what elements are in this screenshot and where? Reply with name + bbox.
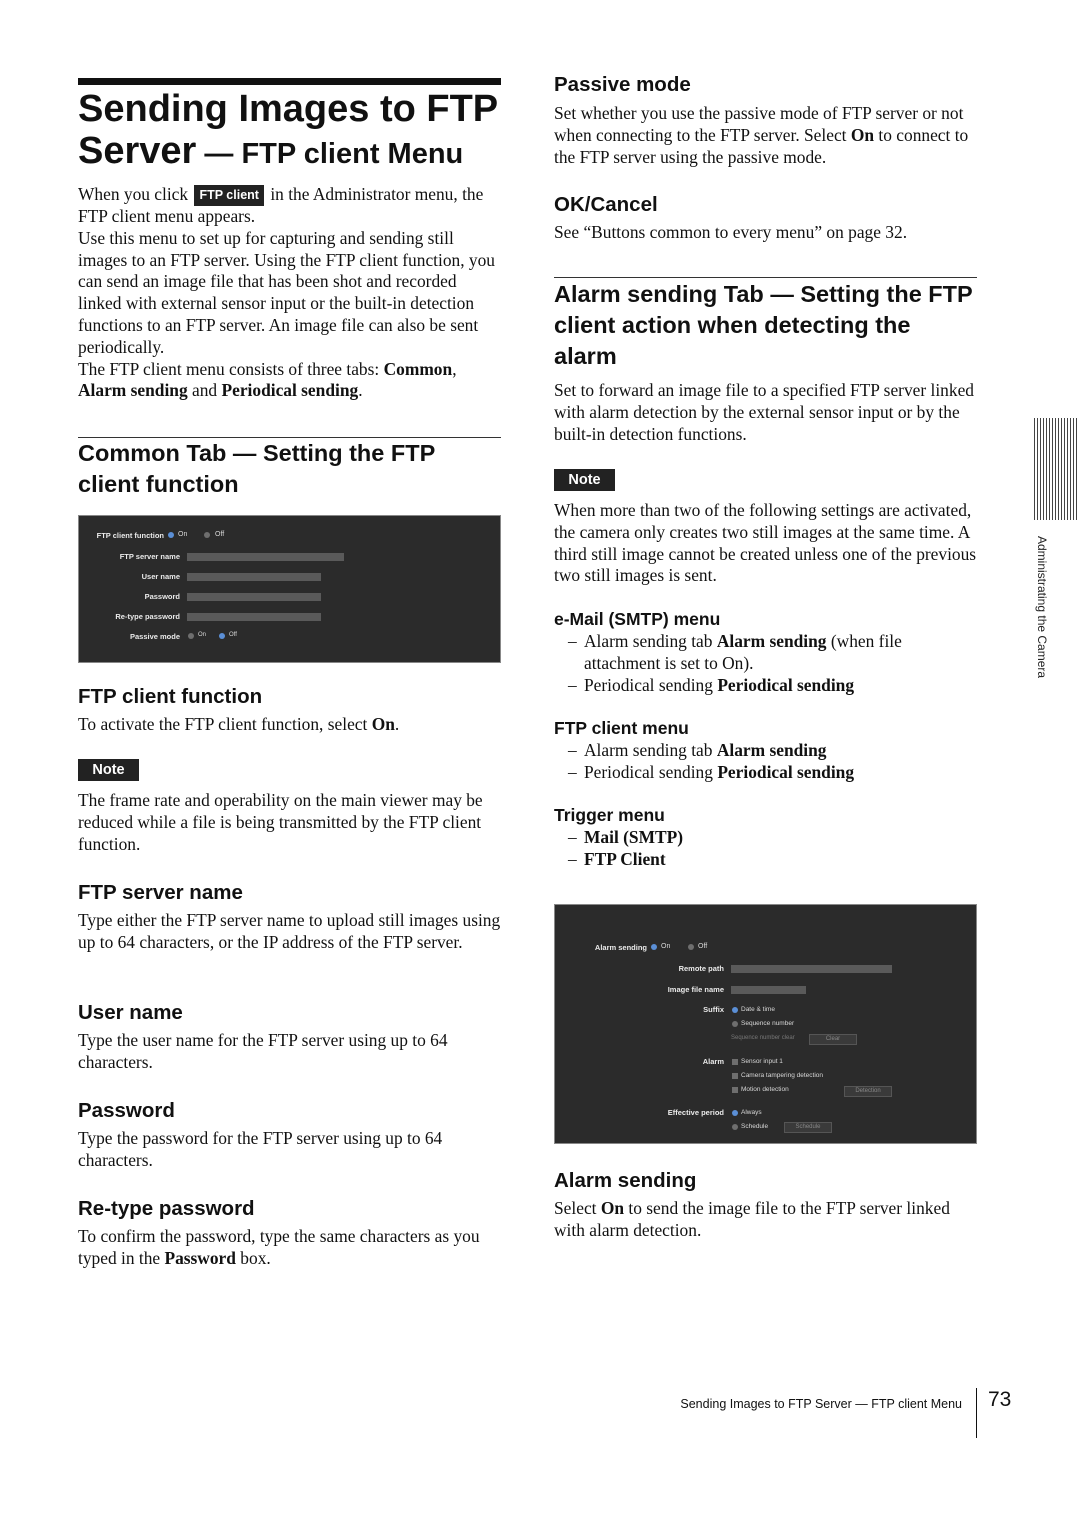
chapter-tab-text: Administrating the Camera xyxy=(1035,536,1049,679)
email-menu-list xyxy=(554,631,954,696)
alarm-sending-heading: Alarm sending xyxy=(554,1169,697,1192)
remote-path-field xyxy=(731,965,892,973)
radio-on xyxy=(168,532,174,538)
chapter-tab-stripes xyxy=(1034,418,1079,520)
schedule-button: Schedule xyxy=(784,1122,832,1133)
intro xyxy=(78,184,502,402)
ftp-server-name-label: FTP server name xyxy=(119,552,180,561)
list-item: – Mail (SMTP) xyxy=(554,827,954,849)
ftp-client-function-text: To activate the FTP client function, select On. xyxy=(78,714,400,734)
retype-password-text: To confirm the password, type the same characters as you typed in the Password box. xyxy=(78,1226,480,1268)
password-field xyxy=(187,593,321,601)
ftp-client-function-heading: FTP client function xyxy=(78,685,263,708)
sensor-input-label: Sensor input 1 xyxy=(741,1058,783,1065)
password-heading: Password xyxy=(78,1099,175,1122)
footer-divider xyxy=(976,1388,977,1438)
intro-p2: Use this menu to set up for capturing and sending still images to an FTP server. Using the FTP client function, you can send an image file that has been shot and recorded linked with external sensor input or the built-in detection functions to an FTP server. An image file can also be sent periodically. xyxy=(78,227,496,357)
alarm-sending-label: Alarm sending xyxy=(594,943,647,952)
passive-off-label: Off xyxy=(229,632,237,638)
user-name-field xyxy=(187,573,321,581)
email-menu-heading: e-Mail (SMTP) menu xyxy=(554,609,721,629)
image-file-name-field xyxy=(731,986,806,994)
page-title: Sending Images to FTP Server — FTP client Menu xyxy=(78,88,499,172)
alarm-radio-off xyxy=(688,944,694,950)
passive-mode-label: Passive mode xyxy=(129,632,180,641)
note-text: The frame rate and operability on the main viewer may be reduced while a file is being transmitted by the FTP client function. xyxy=(78,790,483,854)
ok-cancel-text: See “Buttons common to every menu” on page 32. xyxy=(554,222,908,242)
alarm-label: Alarm xyxy=(702,1057,724,1066)
passive-radio-off xyxy=(219,633,225,639)
alarm-sending-text: Select On to send the image file to the FTP server linked with alarm detection. xyxy=(554,1198,950,1240)
radio-on-label: On xyxy=(178,531,188,538)
list-item: – Alarm sending tab Alarm sending xyxy=(554,740,954,762)
footer-running-title: Sending Images to FTP Server — FTP client Menu xyxy=(680,1397,962,1411)
motion-detection-label: Motion detection xyxy=(741,1086,789,1093)
retype-password-heading: Re-type password xyxy=(78,1197,255,1220)
suffix-radio-date xyxy=(732,1007,738,1013)
ftp-client-chip: FTP client xyxy=(194,185,264,206)
password-label: Password xyxy=(144,592,180,601)
always-label: Always xyxy=(741,1109,762,1116)
passive-mode-text: Set whether you use the passive mode of FTP server or not when connecting to the FTP server. Select On to connect to the FTP server using the passive mode. xyxy=(554,103,969,167)
suffix-label: Suffix xyxy=(703,1005,724,1014)
sensor-input-checkbox xyxy=(732,1059,738,1065)
ftp-server-name-text: Type either the FTP server name to upload still images using up to 64 characters, or the IP address of the FTP server. xyxy=(78,910,501,952)
alarm-tab-screenshot xyxy=(554,904,977,1144)
ok-cancel-heading: OK/Cancel xyxy=(554,193,658,216)
list-item: – Alarm sending tab Alarm sending (when file attachment is set to On). xyxy=(554,631,954,675)
list-item: – Periodical sending Periodical sending xyxy=(554,762,954,784)
section-rule-2 xyxy=(554,277,977,278)
alarm-radio-on xyxy=(651,944,657,950)
common-tab-screenshot xyxy=(78,515,501,663)
camera-tampering-checkbox xyxy=(732,1073,738,1079)
page-number: 73 xyxy=(988,1388,1012,1411)
ftp-client-function-label: FTP client function xyxy=(96,531,164,540)
note-badge-2: Note xyxy=(554,469,615,491)
schedule-label: Schedule xyxy=(741,1123,769,1130)
trigger-menu-heading: Trigger menu xyxy=(554,805,665,825)
alarm-on-label: On xyxy=(661,943,671,950)
common-tab-heading: Common Tab — Setting the FTP client function xyxy=(78,440,435,497)
ftp-menu-list xyxy=(554,740,954,784)
ftp-menu-heading: FTP client menu xyxy=(554,718,689,738)
sequence-number-clear-label: Sequence number clear xyxy=(731,1035,795,1041)
camera-tampering-label: Camera tampering detection xyxy=(741,1072,824,1079)
ftp-server-name-field xyxy=(187,553,344,561)
passive-mode-heading: Passive mode xyxy=(554,73,691,96)
intro-p3: The FTP client menu consists of three tabs: Common, Alarm sending and Periodical sending. xyxy=(78,358,457,401)
user-name-label: User name xyxy=(141,572,180,581)
clear-button: Clear xyxy=(809,1034,857,1045)
note-text-2: When more than two of the following settings are activated, the camera only creates two still images at the same time. A third still image cannot be created unless one of the previous two still images is sent. xyxy=(554,500,977,586)
trigger-menu-list xyxy=(554,827,954,871)
radio-off xyxy=(204,532,210,538)
passive-on-label: On xyxy=(198,632,207,638)
title-top-bar xyxy=(78,78,501,85)
list-item: – Periodical sending Periodical sending xyxy=(554,675,954,697)
image-file-name-label: Image file name xyxy=(667,985,724,994)
intro-p1: When you click FTP client in the Administrator menu, the FTP client menu appears. xyxy=(78,184,484,226)
sequence-number-label: Sequence number xyxy=(741,1020,795,1027)
password-text: Type the password for the FTP server using up to 64 characters. xyxy=(78,1128,443,1170)
user-name-heading: User name xyxy=(78,1001,183,1024)
motion-detection-checkbox xyxy=(732,1087,738,1093)
ftp-server-name-heading: FTP server name xyxy=(78,881,243,904)
alarm-off-label: Off xyxy=(698,943,708,950)
user-name-text: Type the user name for the FTP server using up to 64 characters. xyxy=(78,1030,448,1072)
effective-period-label: Effective period xyxy=(667,1108,724,1117)
retype-password-field xyxy=(187,613,321,621)
alarm-tab-heading: Alarm sending Tab — Setting the FTP client action when detecting the alarm xyxy=(554,281,973,369)
date-time-label: Date & time xyxy=(741,1006,775,1013)
remote-path-label: Remote path xyxy=(678,964,724,973)
detection-button: Detection xyxy=(844,1086,892,1097)
passive-radio-on xyxy=(188,633,194,639)
list-item: – FTP Client xyxy=(554,849,954,871)
period-radio-schedule xyxy=(732,1124,738,1130)
alarm-tab-text: Set to forward an image file to a specified FTP server linked with alarm detection by the external sensor input or by the built-in detection functions. xyxy=(554,380,974,444)
radio-off-label: Off xyxy=(215,531,225,538)
note-badge: Note xyxy=(78,759,139,781)
suffix-radio-sequence xyxy=(732,1021,738,1027)
period-radio-always xyxy=(732,1110,738,1116)
retype-password-label: Re-type password xyxy=(115,612,180,621)
